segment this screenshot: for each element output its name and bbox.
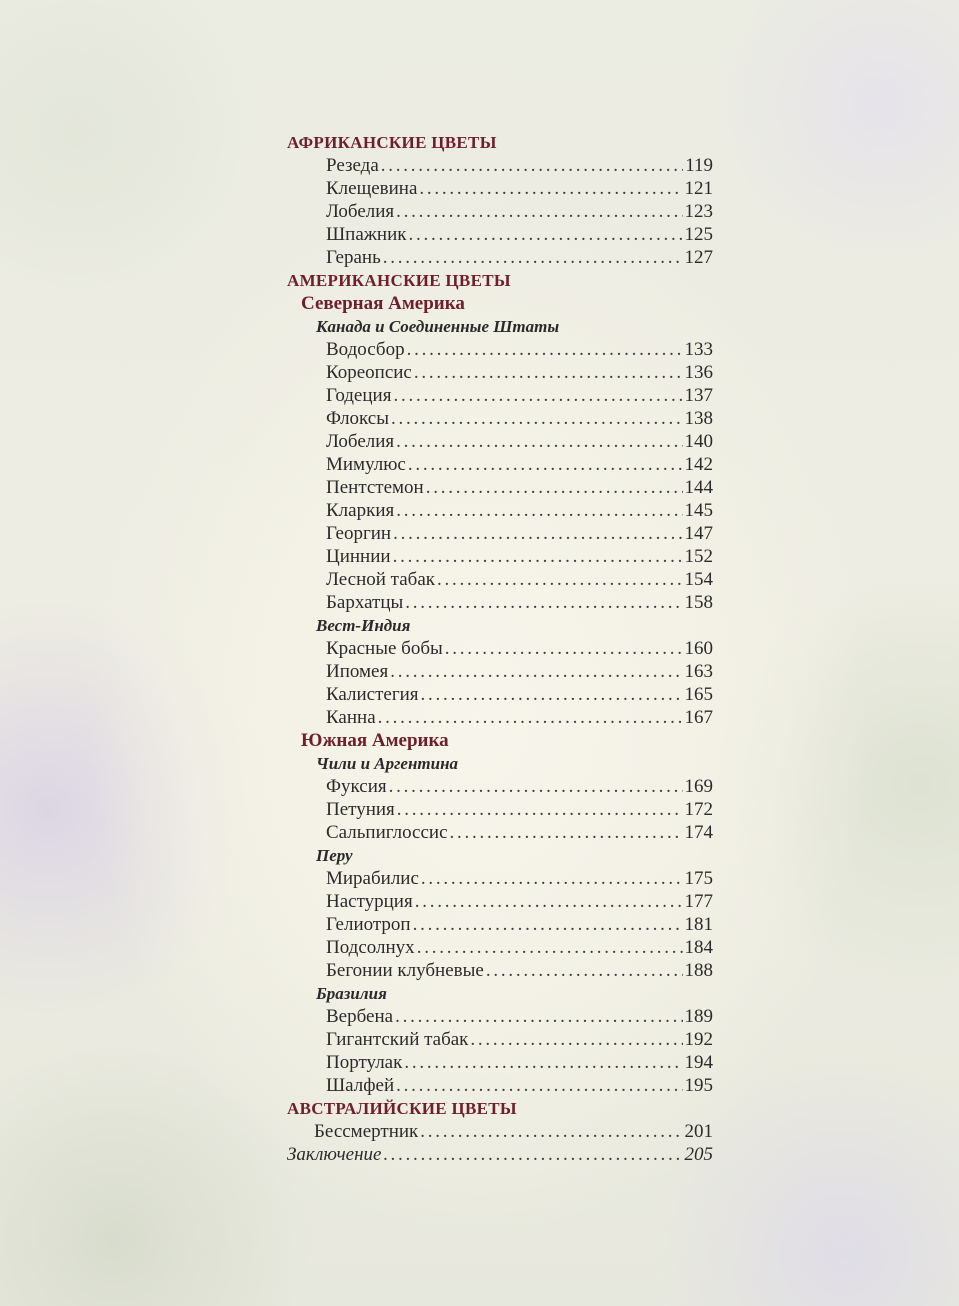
toc-entry[interactable] [287,936,713,959]
region-north-america: Северная Америка [301,293,465,314]
toc-entry[interactable] [287,200,713,223]
dot-leader [378,706,683,729]
toc-entry[interactable] [287,798,713,821]
toc-entry-page: 158 [684,592,713,613]
region-south-america: Южная Америка [301,730,449,751]
toc-entry-label: Бессмертник [314,1121,419,1142]
toc-entry-page: 169 [684,776,713,797]
toc-entry-label: Подсолнух [326,937,415,958]
dot-leader [414,361,683,384]
toc-entry-page: 138 [684,408,713,429]
section-heading-america: АМЕРИКАНСКИЕ ЦВЕТЫ [287,271,511,290]
dot-leader [437,568,683,591]
toc-entry[interactable] [287,1074,713,1097]
toc-entry[interactable] [287,706,713,729]
toc-entry-label: Резеда [326,155,379,176]
toc-entry-label: Канна [326,707,376,728]
section-heading-australia: АВСТРАЛИЙСКИЕ ЦВЕТЫ [287,1099,517,1118]
toc-entry-label: Гелиотроп [326,914,411,935]
toc-entry-label: Гигантский табак [326,1029,469,1050]
toc-entry[interactable] [287,568,713,591]
toc-entry-label: Петуния [326,799,395,820]
toc-entry-label: Вербена [326,1006,394,1027]
toc-entry-page: 167 [684,707,713,728]
dot-leader [417,936,683,959]
toc-entry-page: 177 [684,891,713,912]
toc-entry[interactable] [287,867,713,890]
toc-entry-page: 142 [684,454,713,475]
dot-leader [470,1028,682,1051]
toc-entry-page: 147 [684,523,713,544]
toc-entry-page: 125 [684,224,713,245]
toc-entry-label: Георгин [326,523,392,544]
toc-entry[interactable] [287,1005,713,1028]
dot-leader [486,959,683,982]
toc-entry-page: 195 [684,1075,713,1096]
dot-leader [405,591,682,614]
toc-entry-page: 140 [684,431,713,452]
toc-entry-page: 145 [684,500,713,521]
dot-leader [413,913,683,936]
toc-entry[interactable] [287,637,713,660]
toc-entry-label: Настурция [326,891,413,912]
dot-leader [407,338,683,361]
toc-entry-page: 163 [684,661,713,682]
dot-leader [426,476,683,499]
toc-entry-label: Мирабилис [326,868,419,889]
dot-leader [393,522,682,545]
subregion-canada-usa: Канада и Соединенные Штаты [316,317,560,336]
toc-entry[interactable] [287,1051,713,1074]
subregion-west-indies: Вест-Индия [316,616,411,635]
toc-entry[interactable] [287,522,713,545]
toc-entry-page: 154 [684,569,713,590]
toc-entry-label: Лесной табак [326,569,435,590]
toc-entry-page: 165 [684,684,713,705]
toc-entry-label: Бархатцы [326,592,404,613]
dot-leader [408,223,682,246]
toc-entry-label: Клещевина [326,178,418,199]
toc-entry-page: 137 [684,385,713,406]
toc-entry[interactable] [287,177,713,200]
chile-argentina-entries [287,775,713,844]
toc-entry-page: 133 [684,339,713,360]
table-of-contents [287,131,713,1166]
brazil-entries [287,1005,713,1097]
toc-entry[interactable] [287,361,713,384]
toc-entry[interactable] [287,1120,713,1143]
dot-leader [404,1051,682,1074]
subregion-brazil: Бразилия [316,984,387,1003]
toc-entry-page: 172 [684,799,713,820]
dot-leader [393,545,683,568]
toc-entry-page: 127 [684,247,713,268]
toc-entry-label: Шалфей [326,1075,395,1096]
dot-leader [395,1005,682,1028]
dot-leader [421,867,683,890]
toc-entry-label: Калистегия [326,684,419,705]
toc-entry-page: 136 [684,362,713,383]
toc-entry-page: 205 [684,1144,713,1165]
toc-entry-page: 201 [684,1121,713,1142]
dot-leader [450,821,683,844]
dot-leader [445,637,683,660]
africa-entries [287,154,713,269]
dot-leader [381,154,683,177]
toc-entry-label: Кореопсис [326,362,412,383]
toc-entry-label: Годеция [326,385,392,406]
dot-leader [393,384,682,407]
west-indies-entries [287,637,713,729]
toc-entry[interactable] [287,1028,713,1051]
toc-entry-page: 123 [684,201,713,222]
dot-leader [397,798,683,821]
toc-entry[interactable] [287,775,713,798]
toc-entry[interactable] [287,338,713,361]
toc-entry-page: 194 [684,1052,713,1073]
toc-entry[interactable] [287,407,713,430]
toc-entry[interactable] [287,476,713,499]
toc-entry[interactable] [287,913,713,936]
toc-entry-label: Красные бобы [326,638,443,659]
toc-entry-label: Мимулюс [326,454,406,475]
toc-entry[interactable] [287,223,713,246]
toc-entry-label: Ипомея [326,661,389,682]
toc-entry[interactable] [287,499,713,522]
toc-entry-label: Лобелия [326,431,395,452]
dot-leader [383,1143,682,1166]
toc-entry-label: Пентстемон [326,477,424,498]
toc-entry-label: Шпажник [326,224,407,245]
toc-entry-label: Флоксы [326,408,390,429]
toc-entry[interactable] [287,430,713,453]
dot-leader [421,683,683,706]
toc-entry-label: Бегонии клубневые [326,960,484,981]
dot-leader [396,200,682,223]
toc-entry[interactable] [287,959,713,982]
toc-entry[interactable] [287,890,713,913]
toc-entry-label: Лобелия [326,201,395,222]
australia-entries [287,1120,713,1143]
toc-entry-label: Водосбор [326,339,405,360]
toc-entry-page: 192 [684,1029,713,1050]
toc-entry[interactable] [287,591,713,614]
dot-leader [390,660,682,683]
canada-usa-entries [287,338,713,614]
toc-entry-page: 119 [685,155,713,176]
toc-entry-label: Кларкия [326,500,395,521]
toc-entry-page: 188 [684,960,713,981]
toc-entry-label: Заключение [287,1144,382,1165]
toc-entry[interactable] [287,660,713,683]
dot-leader [396,499,682,522]
toc-entry-page: 174 [684,822,713,843]
toc-entry[interactable] [287,821,713,844]
toc-entry-page: 175 [684,868,713,889]
dot-leader [396,1074,682,1097]
toc-entry[interactable] [287,384,713,407]
subregion-peru: Перу [316,846,353,865]
toc-entry[interactable] [287,683,713,706]
section-heading-africa: АФРИКАНСКИЕ ЦВЕТЫ [287,133,497,152]
toc-entry-page: 184 [684,937,713,958]
toc-entry-conclusion[interactable] [287,1143,713,1166]
toc-entry-label: Циннии [326,546,391,567]
toc-entry-page: 181 [684,914,713,935]
toc-entry-page: 144 [684,477,713,498]
dot-leader [419,177,682,200]
toc-entry-label: Портулак [326,1052,403,1073]
toc-entry[interactable] [287,246,713,269]
toc-entry-label: Фуксия [326,776,387,797]
toc-entry[interactable] [287,545,713,568]
dot-leader [389,775,683,798]
toc-entry-page: 152 [684,546,713,567]
dot-leader [420,1120,682,1143]
subregion-chile-argentina: Чили и Аргентина [316,754,459,773]
toc-entry-page: 160 [684,638,713,659]
toc-entry-page: 189 [684,1006,713,1027]
toc-entry-page: 121 [684,178,713,199]
toc-entry[interactable] [287,453,713,476]
dot-leader [415,890,683,913]
peru-entries [287,867,713,982]
dot-leader [391,407,682,430]
dot-leader [396,430,682,453]
toc-entry-label: Сальпиглоссис [326,822,448,843]
dot-leader [408,453,683,476]
toc-entry-label: Герань [326,247,381,268]
toc-entry[interactable] [287,154,713,177]
dot-leader [383,246,683,269]
